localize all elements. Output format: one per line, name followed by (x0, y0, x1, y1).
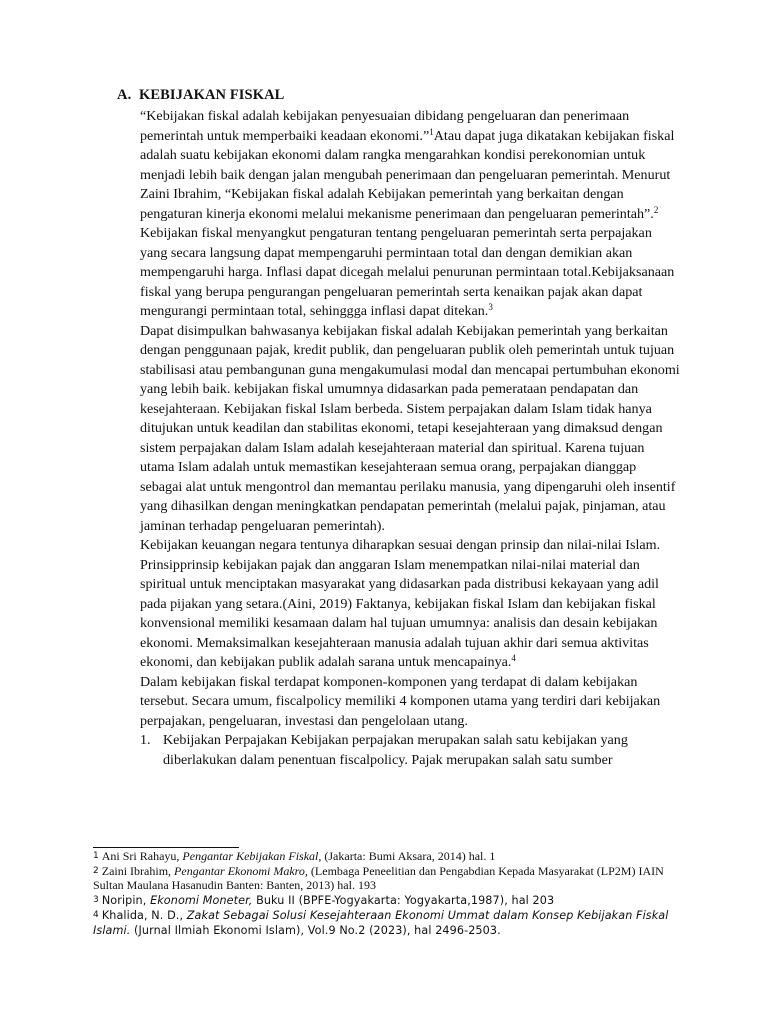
footnote-ref[interactable]: 2 (653, 204, 659, 215)
footnote-author: Zaini Ibrahim, (101, 863, 175, 878)
paragraph-components: Dalam kebijakan fiskal terdapat komponen-komponen yang terdapat di dalam kebijakan tersebut. Secara umum, fiscalpolicy memiliki 4 komponen utama yang terdiri dari kebijakan perpajakan, pengeluaran, investasi dan pengelolaan utang. (140, 673, 661, 729)
footnote-mark: 1 (93, 851, 99, 861)
list-item (140, 731, 680, 770)
footnote-mark: 4 (93, 909, 99, 920)
paragraph-conclusion: Dapat disimpulkan bahwasanya kebijakan fiskal adalah Kebijakan pemerintah yang berkaitan dengan penggunaan pajak, kredit publik, dan pengeluaran publik oleh pemerintah untuk tujuan stabilisasi atau pembangunan guna mengakumulasi modal dan mencapai pertumbuhan ekonomi yang lebih baik. kebijakan fiskal umumnya didasarkan pada pemerataan pendapatan dan kesejahteraan. Kebijakan fiskal Islam berbeda. Sistem perpajakan dalam Islam tidak hanya ditujukan untuk keadilan dan stabilitas ekonomi, tetapi kesejahteraan yang dimaksud dengan sistem perpajakan dalam Islam adalah kesejahteraan material dan spiritual. Karena tujuan utama Islam adalah untuk memastikan kesejahteraan semua orang, perpajakan dianggap sebagai alat untuk mengontrol dan memantau perilaku manusia, yang dipengaruhi oleh insentif yang dihasilkan dengan meningkatkan pendapatan pemerintah (melalui pajak, pinjaman, atau jaminan terhadap pengeluaran pemerintah). (140, 322, 680, 534)
footnote-title: Zakat Sebagai Solusi Kesejahteraan Ekonomi Ummat dalam Konsep Kebijakan Fiskal Islami. (93, 908, 669, 937)
footnote-separator (93, 847, 239, 848)
footnote-ref[interactable]: 4 (511, 653, 516, 663)
footnote-author: Khalida, N. D., (101, 908, 187, 922)
list-item-text: Kebijakan Perpajakan Kebijakan perpajakan merupakan salah satu kebijakan yang diberlakukan dalam penentuan fiscalpolicy. Pajak merupakan salah satu sumber (163, 732, 628, 768)
footnote-author: Ani Sri Rahayu, (101, 849, 183, 863)
footnote-title: Pengantar Ekonomi Makro, (174, 863, 308, 878)
list-number: 1. (140, 732, 151, 748)
paragraph-definition (140, 107, 680, 322)
footnote-publisher: (Lembaga Peneelitian dan Pengabdian Kepada Masyarakat (LP2M) IAIN Sultan Maulana Hasanudin Banten: Banten, 2013) hal. 193 (93, 863, 664, 893)
footnote-title: Ekonomi Moneter, (150, 893, 253, 907)
footnotes (93, 849, 693, 938)
footnote-item (93, 908, 693, 938)
paragraph-text: Atau dapat juga dikatakan kebijakan fiskal adalah suatu kebijakan ekonomi dalam rangka mengarahkan kondisi perekonomian untuk menjadi lebih baik dengan jalan mengubah penerimaan dan pengeluaran pemerintah. Menurut Zaini Ibrahim, “Kebijakan fiskal adalah Kebijakan pemerintah yang berkaitan dengan pengaturan kinerja ekonomi melalui mekanisme penerimaan dan pengeluaran pemerintah”. (140, 127, 675, 222)
footnote-ref[interactable]: 3 (488, 302, 493, 312)
paragraph-text: “Kebijakan fiskal adalah kebijakan penyesuaian dibidang pengeluaran dan penerimaan pemerintah untuk memperbaiki keadaan ekonomi.” (140, 108, 630, 144)
footnote-publisher: Buku II (BPFE-Yogyakarta: Yogyakarta,1987), hal 203 (252, 893, 555, 907)
footnote-item (93, 893, 693, 908)
footnote-title: Pengantar Kebijakan Fiskal, (182, 849, 322, 863)
components-list (140, 731, 680, 770)
section-heading (117, 87, 284, 104)
paragraph-islamic-policy (140, 536, 680, 673)
paragraph-text: Kebijakan keuangan negara tentunya diharapkan sesuai dengan prinsip dan nilai-nilai Islam. Prinsipprinsip kebijakan pajak dan anggaran Islam menempatkan nilai-nilai material dan spiritual untuk menciptakan masyarakat yang didasarkan pada distribusi kekayaan yang adil pada pijakan yang setara.(Aini, 2019) Faktanya, kebijakan fiskal Islam dan kebijakan fiskal konvensional memiliki kesamaan dalam hal tujuan umumnya: analisis dan desain kebijakan ekonomi. Memaksimalkan kesejahteraan manusia adalah tujuan akhir dari semua aktivitas ekonomi, dan kebijakan publik adalah sarana untuk mencapainya. (140, 537, 661, 670)
footnote-publisher: (Jurnal Ilmiah Ekonomi Islam), Vol.9 No.2 (2023), hal 2496-2503. (130, 923, 501, 937)
section-title: KEBIJAKAN FISKAL (139, 87, 285, 103)
footnote-item (93, 849, 693, 864)
paragraph-text: Kebijakan fiskal menyangkut pengaturan tentang pengeluaran pemerintah serta perpajakan yang secara langsung dapat mempengaruhi permintaan total dan dengan demikian akan mempengaruhi harga. Inflasi dapat dicegah melalui penurunan permintaan total.Kebijaksanaan fiskal yang berupa pengurangan pengeluaran pemerintah serta kenaikan pajak akan dapat mengurangi permintaan total, sehinggga inflasi dapat ditekan. (140, 225, 675, 319)
footnote-publisher: (Jakarta: Bumi Aksara, 2014) hal. 1 (321, 849, 496, 863)
body-text (140, 107, 680, 770)
footnote-item (93, 864, 693, 893)
footnote-ref[interactable]: 1 (429, 126, 434, 137)
section-letter: A. (117, 87, 132, 103)
footnote-mark: 3 (93, 894, 99, 905)
footnote-mark: 2 (93, 865, 99, 876)
footnote-author: Noripin, (101, 893, 151, 907)
